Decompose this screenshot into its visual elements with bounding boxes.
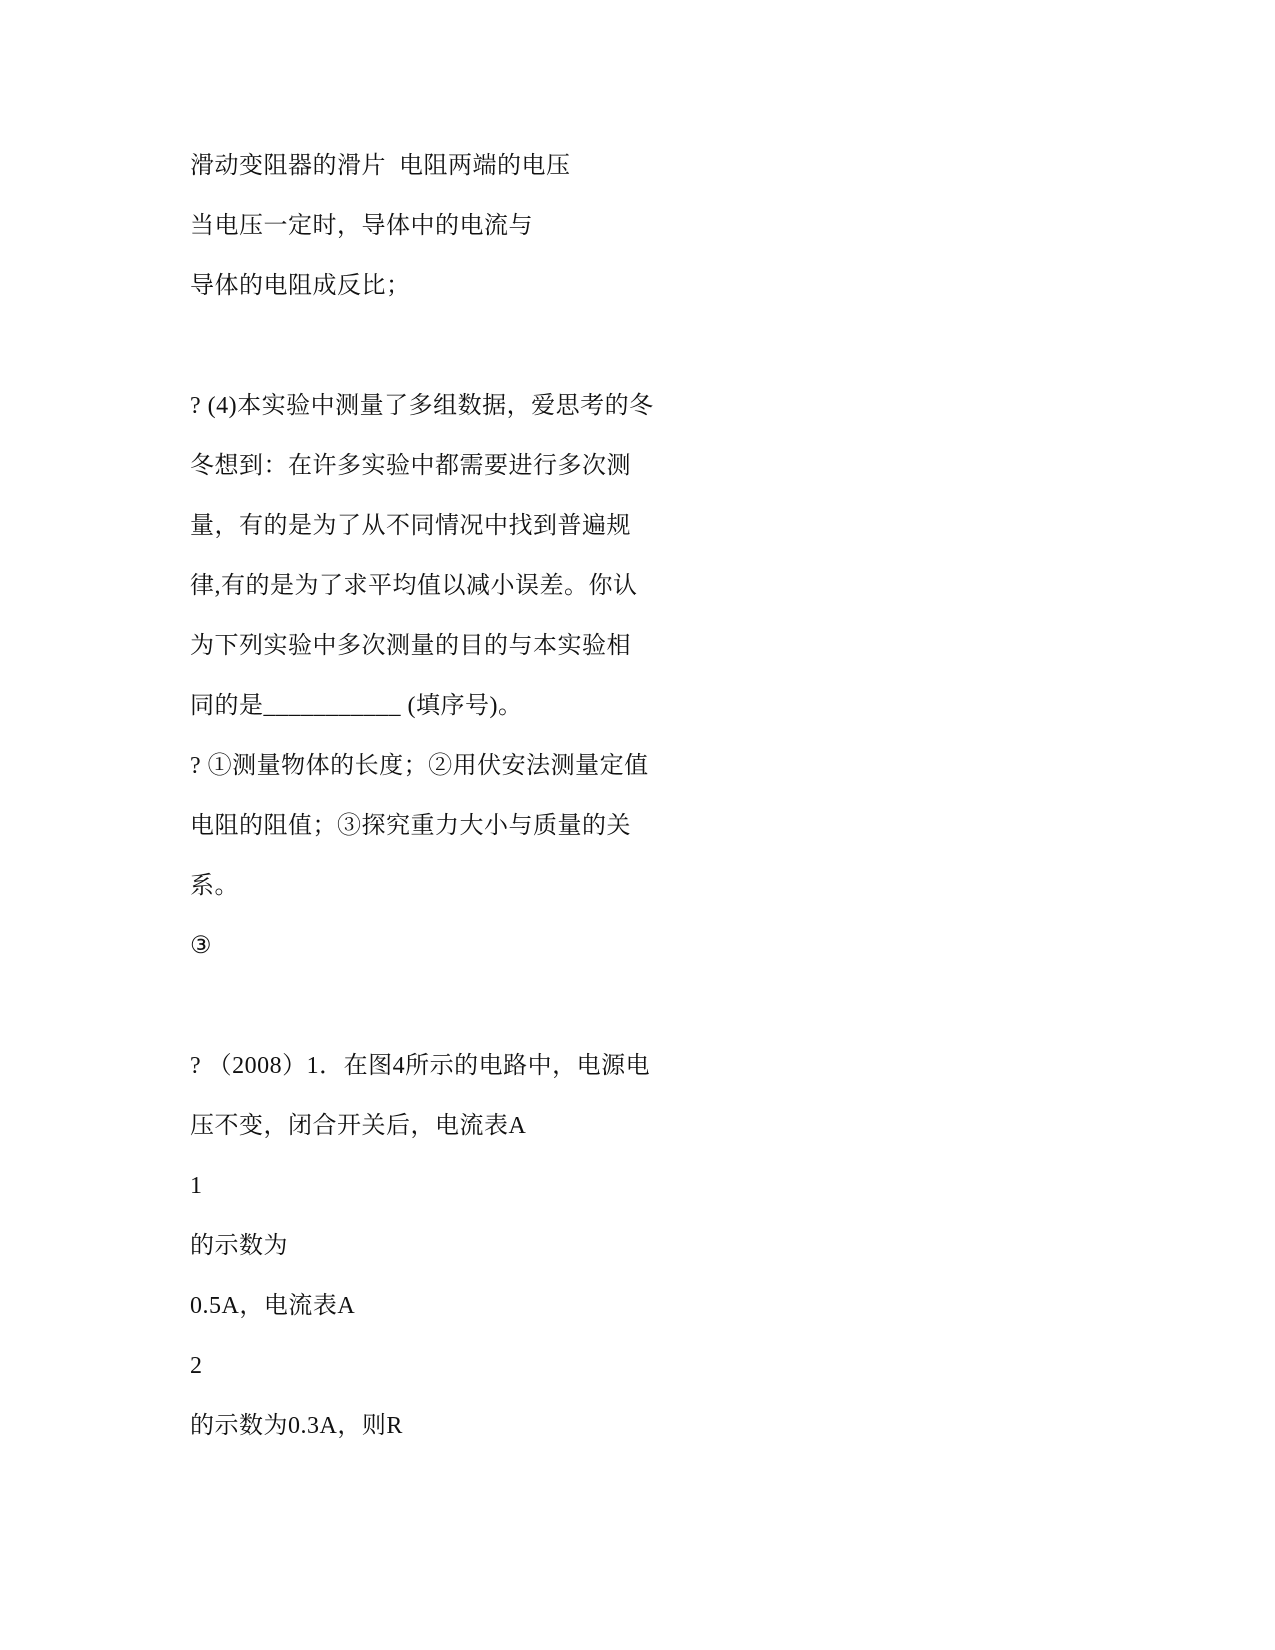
text-line: 压不变，闭合开关后，电流表A <box>190 1113 527 1139</box>
question-2008-line: ? （2008）1．在图4所示的电路中，电源电 <box>190 1053 651 1079</box>
text-line: 当电压一定时，导体中的电流与 <box>190 213 533 239</box>
text-line: 律,有的是为了求平均值以减小误差。你认 <box>190 573 638 599</box>
question-4-line: ? (4)本实验中测量了多组数据，爱思考的冬 <box>190 393 654 419</box>
options-line: ? ①测量物体的长度；②用伏安法测量定值 <box>190 753 649 779</box>
text-line: 电阻的阻值；③探究重力大小与质量的关 <box>190 813 631 839</box>
text-line: 系。 <box>190 873 239 899</box>
text-line: 导体的电阻成反比； <box>190 273 411 299</box>
text-line: 1 <box>190 1173 203 1199</box>
text-line: 2 <box>190 1353 203 1379</box>
fill-in-blank-line: 同的是___________ (填序号)。 <box>190 693 523 719</box>
text-line: 冬想到：在许多实验中都需要进行多次测 <box>190 453 631 479</box>
answer-line: ③ <box>190 933 213 959</box>
text-line: 滑动变阻器的滑片 电阻两端的电压 <box>190 153 571 179</box>
text-line: 的示数为 <box>190 1233 288 1259</box>
text-line: 量，有的是为了从不同情况中找到普遍规 <box>190 513 631 539</box>
text-line: 为下列实验中多次测量的目的与本实验相 <box>190 633 631 659</box>
text-line: 0.5A，电流表A <box>190 1293 356 1319</box>
text-line: 的示数为0.3A，则R <box>190 1413 403 1439</box>
